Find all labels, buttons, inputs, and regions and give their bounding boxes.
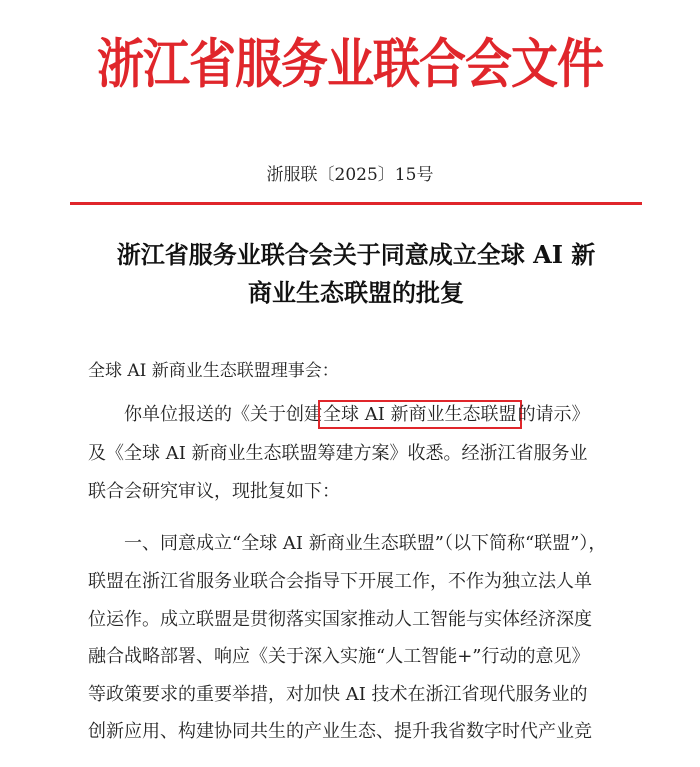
subject-line-2: 商业生态联盟的批复 <box>248 278 464 307</box>
body-paragraph-2-line-4: 融合战略部署、响应《关于深入实施“人工智能+”行动的意见》 <box>88 646 590 667</box>
body-paragraph-2-line-6: 创新应用、构建协同共生的产业生态、提升我省数字时代产业竞 <box>88 721 592 742</box>
body-paragraph-2-line-1: 一、同意成立“全球 AI 新商业生态联盟”（以下简称“联盟”）， <box>124 533 607 554</box>
body-paragraph-2-line-3: 位运作。成立联盟是贯彻落实国家推动人工智能与实体经济深度 <box>88 609 592 630</box>
body-paragraph-1-line-2: 及《全球 AI 新商业生态联盟筹建方案》收悉。经浙江省服务业 <box>88 443 588 464</box>
highlighted-alliance-name: 全球 AI 新商业生态联盟 <box>318 400 522 429</box>
document-subject <box>70 236 642 312</box>
document-header-title: 浙江省服务业联合会文件 <box>97 33 603 96</box>
body-text: 你单位报送的《关于创建 <box>124 404 322 425</box>
body-text: 的请示》 <box>517 404 590 425</box>
body-paragraph-1-line-3: 联合会研究审议，现批复如下： <box>88 481 340 502</box>
body-paragraph-2-line-2: 联盟在浙江省服务业联合会指导下开展工作，不作为独立法人单 <box>88 571 592 592</box>
body-paragraph-2-line-5: 等政策要求的重要举措，对加快 AI 技术在浙江省现代服务业的 <box>88 684 588 705</box>
red-divider-line <box>70 202 642 205</box>
subject-line-1: 浙江省服务业联合会关于同意成立全球 AI 新 <box>116 240 596 269</box>
body-paragraph-1-line-1 <box>124 402 648 428</box>
document-number: 浙服联〔2025〕15号 <box>266 165 434 185</box>
addressee: 全球 AI 新商业生态联盟理事会： <box>88 361 339 381</box>
